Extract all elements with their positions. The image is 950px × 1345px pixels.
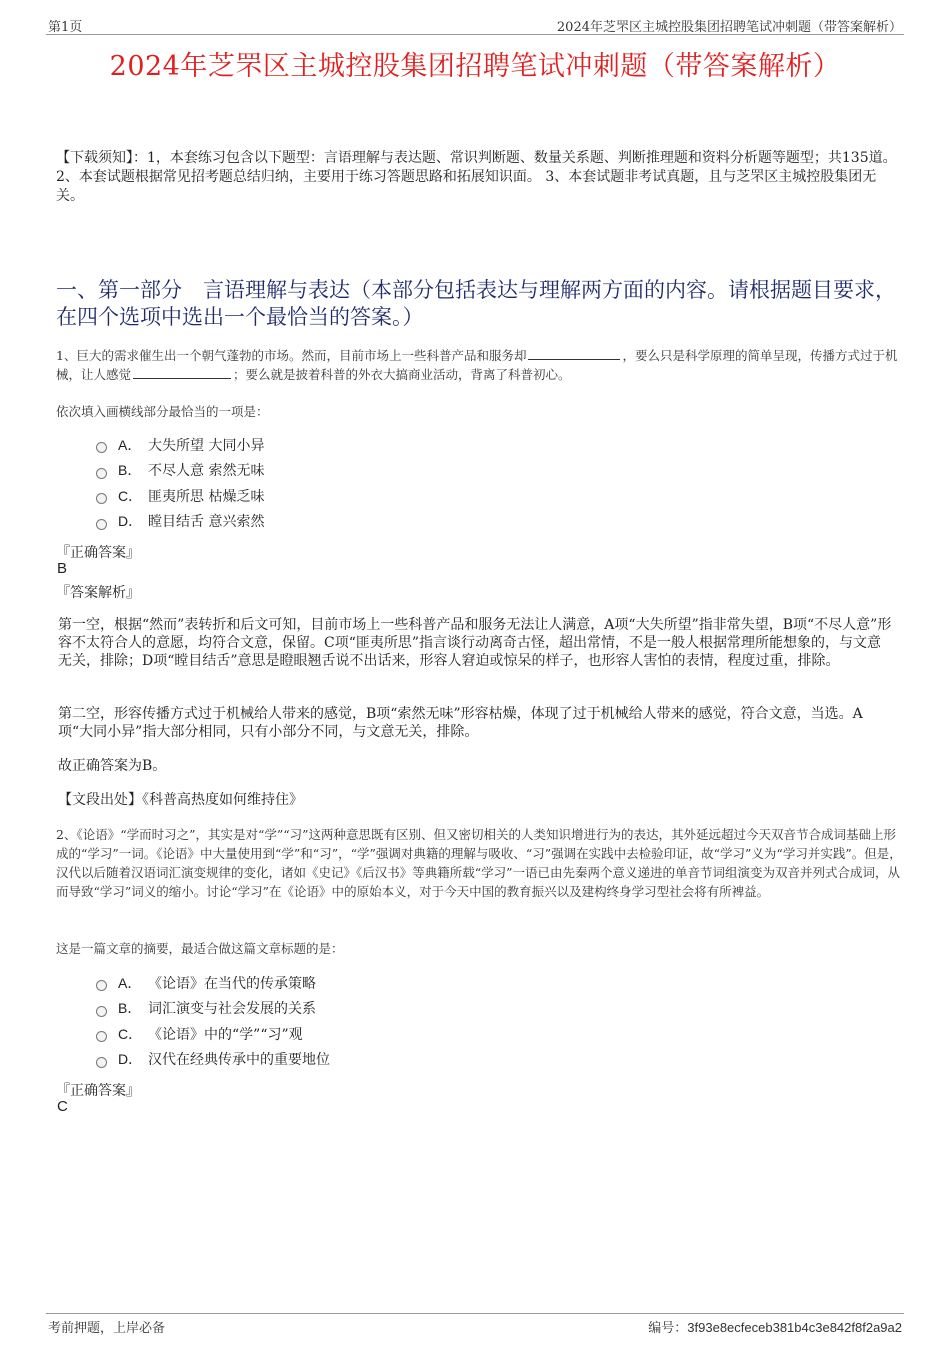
option-c[interactable]: C． 匪夷所思 枯燥乏味 bbox=[96, 483, 264, 509]
radio-button[interactable] bbox=[96, 442, 107, 453]
document-id bbox=[648, 1317, 902, 1336]
blank-1 bbox=[528, 347, 620, 360]
question-2-prompt: 这是一篇文章的摘要，最适合做这篇文章标题的是： bbox=[56, 941, 344, 956]
analysis-paragraph-1: 第一空，根据“然而”表转折和后文可知，目前市场上一些科普产品和服务无法让人满意，A项“大失所望”指非常失望，B项“不尽人意”形容不太符合人的意愿，均符合文意，保留。C项“匪夷所思”指言谈行动离奇古怪，超出常情，不是一般人根据常理所能想象的，与文意无关，排除；D项“瞠目结舌”意思是瞪眼翘舌说不出话来，形容人窘迫或惊呆的样子，也形容人害怕的表情，程度过重，排除。 bbox=[58, 617, 892, 669]
radio-button[interactable] bbox=[96, 493, 107, 504]
header-doc-title: 2024年芝罘区主城控股集团招聘笔试冲刺题（带答案解析） bbox=[556, 20, 902, 35]
question-1-options bbox=[96, 432, 264, 534]
page-number: 第1页 bbox=[48, 20, 83, 35]
radio-button[interactable] bbox=[96, 1057, 107, 1068]
analysis-conclusion: 故正确答案为B。 bbox=[58, 758, 167, 774]
question-2-options bbox=[96, 970, 330, 1072]
correct-answer-label: 『正确答案』 bbox=[56, 545, 140, 561]
correct-answer: C bbox=[57, 1098, 68, 1115]
question-1-prompt: 依次填入画横线部分最恰当的一项是： bbox=[56, 404, 269, 419]
section-heading: 一、第一部分 言语理解与表达（本部分包括表达与理解两方面的内容。请根据题目要求，在四个选项中选出一个最恰当的答案。） bbox=[56, 278, 896, 329]
page-footer bbox=[46, 1313, 904, 1336]
analysis-label: 『答案解析』 bbox=[56, 585, 140, 601]
footer-slogan: 考前押题，上岸必备 bbox=[48, 1321, 166, 1336]
option-d[interactable]: D． 汉代在经典传承中的重要地位 bbox=[96, 1047, 330, 1073]
analysis-paragraph-2: 第二空，形容传播方式过于机械给人带来的感觉，B项“索然无味”形容枯燥，体现了过于机械给人带来的感觉，符合文意，当选。A项“大同小异”指大部分相同，只有小部分不同，与文意无关，排除。 bbox=[58, 706, 863, 740]
radio-button[interactable] bbox=[96, 519, 107, 530]
radio-button[interactable] bbox=[96, 468, 107, 479]
option-a[interactable]: A． 《论语》在当代的传承策略 bbox=[96, 970, 330, 996]
option-c[interactable]: C． 《论语》中的“学”“习”观 bbox=[96, 1021, 330, 1047]
question-2-stem: 2、《论语》“学而时习之”，其实是对“学”“习”这两种意思既有区别、但又密切相关的人类知识增进行为的表达，其外延远超过今天双音节合成词基础上形成的“学习”一词。《论语》中大量使用到“学”和“习”，“学”强调对典籍的理解与吸收、“习”强调在实践中去检验印证，故“学习”义为“学习并实践”。但是，汉代以后随着汉语词汇演变规律的变化，诸如《史记》《后汉书》等典籍所载“学习”一语已由先秦两个意义递进的单音节词组演变为双音并列式合成词，从而导致“学习”词义的缩小。讨论“学习”在《论语》中的原始本义，对于今天中国的教育振兴以及建构终身学习型社会将有所裨益。 bbox=[56, 827, 902, 899]
question-1-stem-part-3: ；要么就是披着科普的外衣大搞商业活动，背离了科普初心。 bbox=[233, 367, 571, 382]
passage-source: 【文段出处】《科普高热度如何维持住》 bbox=[58, 792, 303, 808]
radio-button[interactable] bbox=[96, 980, 107, 991]
document-id-label: 编号： bbox=[648, 1321, 688, 1336]
download-notice: 【下载须知】：1，本套练习包含以下题型：言语理解与表达题、常识判断题、数量关系题、判断推理题和资料分析题等题型；共135道。 2、本套试题根据常见招考题总结归纳，主要用于练习答题思路和拓展知识面。 3、本套试题非考试真题，且与芝罘区主城控股集团无关。 bbox=[56, 150, 897, 204]
blank-2 bbox=[133, 366, 231, 379]
question-1-stem bbox=[56, 346, 902, 384]
page-header bbox=[46, 14, 904, 35]
correct-answer: B bbox=[57, 560, 68, 577]
correct-answer-label: 『正确答案』 bbox=[56, 1083, 140, 1099]
option-d[interactable]: D． 瞠目结舌 意兴索然 bbox=[96, 509, 264, 535]
radio-button[interactable] bbox=[96, 1006, 107, 1017]
option-a[interactable]: A． 大失所望 大同小异 bbox=[96, 432, 264, 458]
radio-button[interactable] bbox=[96, 1031, 107, 1042]
option-b[interactable]: B． 不尽人意 索然无味 bbox=[96, 458, 264, 484]
question-1-stem-part-1: 1、巨大的需求催生出一个朝气蓬勃的市场。然而，目前市场上一些科普产品和服务却 bbox=[56, 348, 527, 363]
option-b[interactable]: B． 词汇演变与社会发展的关系 bbox=[96, 996, 330, 1022]
page-title: 2024年芝罘区主城控股集团招聘笔试冲刺题（带答案解析） bbox=[109, 51, 841, 82]
document-id-value: 3f93e8ecfeceb381b4c3e842f8f2a9a2 bbox=[687, 1320, 902, 1335]
question-1-stem-part-2: ，要么只是科学原理的简单呈现，传播方式过于机械，让人感觉 bbox=[56, 348, 898, 382]
